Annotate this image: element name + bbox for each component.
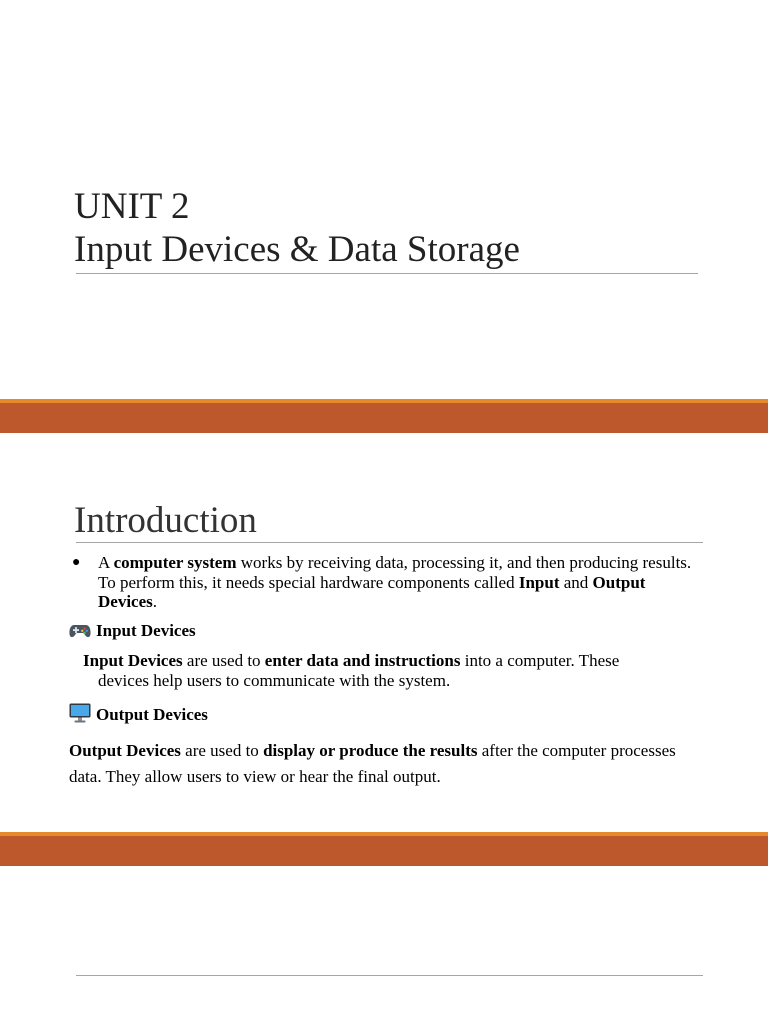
intro-bullet-text: A computer system works by receiving data, processing it, and then producing results. To perform this, it needs special hardware components called Input and Output Devices. (98, 553, 692, 611)
input-devices-heading: Input Devices (69, 621, 196, 644)
slide-separator-band (0, 832, 768, 866)
bullet-marker: ● (72, 555, 81, 570)
game-controller-icon (69, 623, 91, 644)
introduction-divider (76, 542, 703, 543)
next-slide-divider (76, 975, 703, 976)
output-devices-description: Output Devices are used to display or produce the results after the computer processes data. They allow users to view or hear the final output. (69, 741, 676, 786)
unit-title: UNIT 2 (74, 186, 190, 227)
slide-separator-band (0, 399, 768, 433)
desktop-monitor-icon (69, 703, 91, 728)
introduction-heading: Introduction (74, 500, 257, 541)
title-divider (76, 273, 698, 274)
input-devices-description: Input Devices are used to enter data and instructions into a computer. These devices help users to communicate with the system. (83, 651, 620, 690)
output-devices-heading: Output Devices (69, 703, 208, 728)
unit-subtitle: Input Devices & Data Storage (74, 229, 520, 270)
